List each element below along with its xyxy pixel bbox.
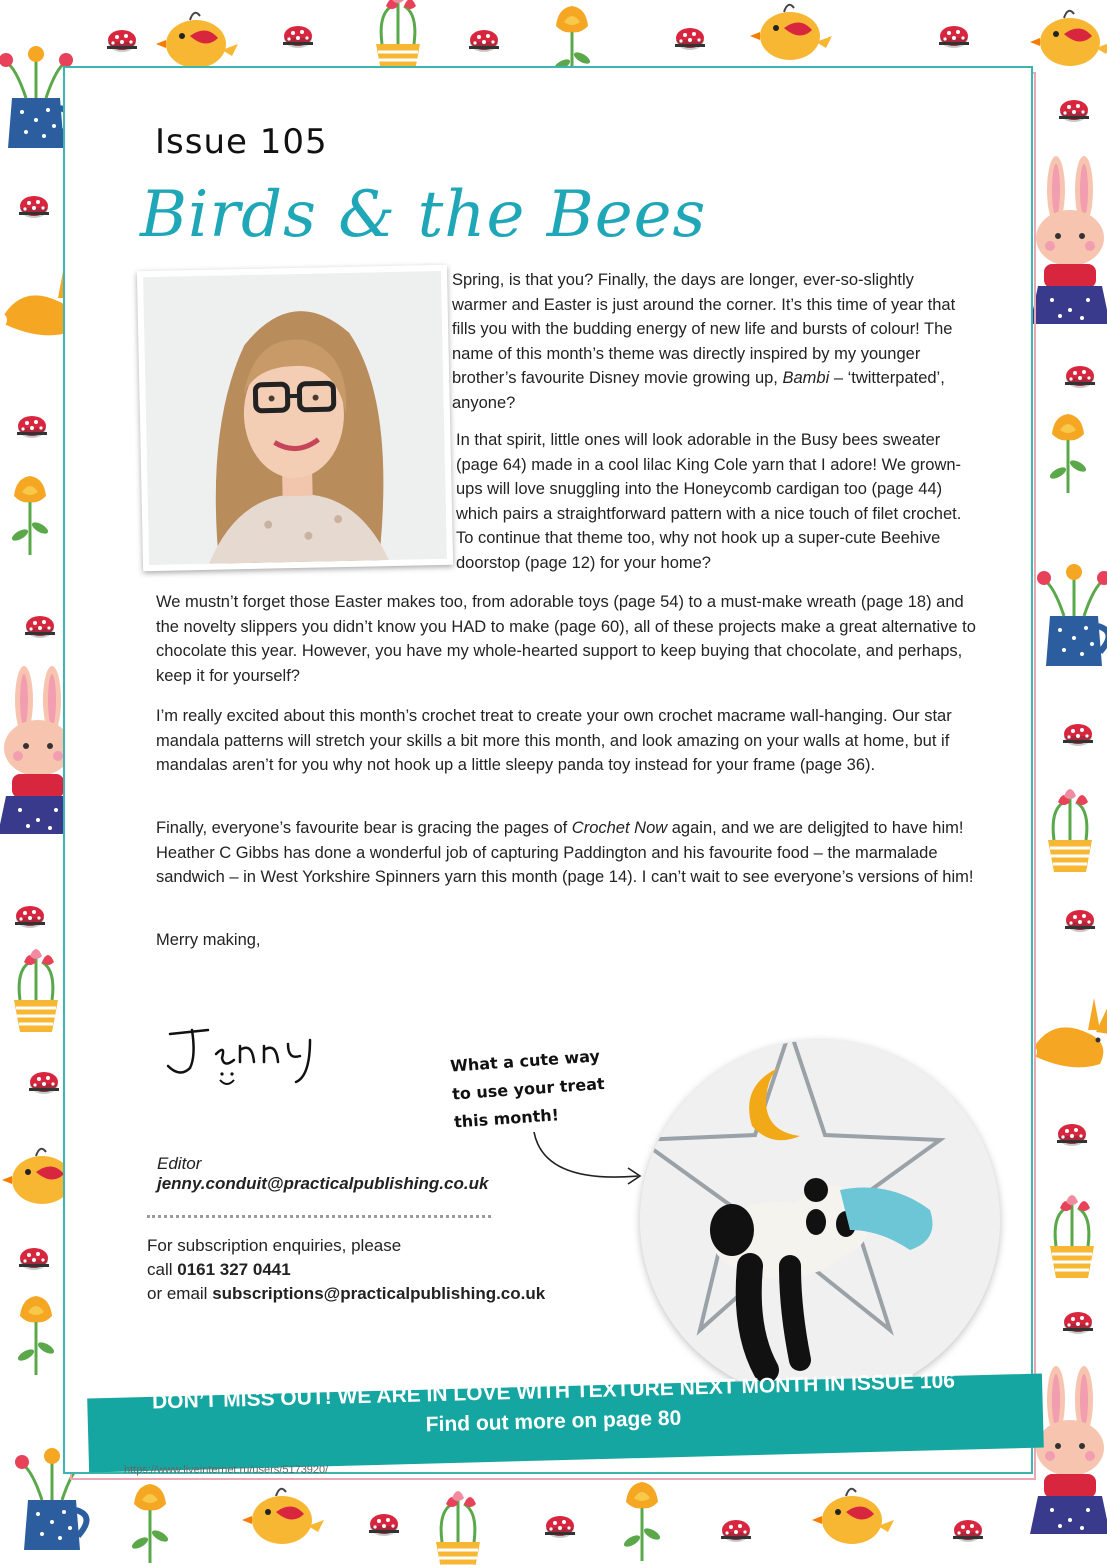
subscription-phone[interactable]: 0161 327 0441: [177, 1260, 291, 1279]
subscription-email-link[interactable]: subscriptions@practicalpublishing.co.uk: [212, 1284, 546, 1303]
intro-text-end: – ‘twitterpated’, anyone?: [452, 369, 945, 412]
subscription-line-3: [147, 1284, 545, 1304]
promo-banner-headline: DON’T MISS OUT! WE ARE IN LOVE WITH TEXTURE NEXT MONTH IN ISSUE 106: [151, 1369, 956, 1414]
panda-star-image: [640, 1040, 1000, 1400]
paragraph-5: [156, 816, 976, 890]
watermark-url: https://www.liveinternet.ru/users/5173920/: [124, 1464, 329, 1476]
subscription-call-prefix: call: [147, 1260, 178, 1279]
paragraph-5-text: Finally, everyone’s favourite bear is gracing the pages of: [156, 819, 572, 837]
subscription-email-prefix: or email: [147, 1284, 213, 1303]
handwritten-signature: [160, 1016, 330, 1096]
page-title: Birds & the Bees: [140, 178, 707, 252]
callout-line-3: this month!: [453, 1105, 560, 1132]
subscription-line-2: [147, 1260, 291, 1280]
callout-line-1: What a cute way: [449, 1046, 601, 1076]
paragraph-2: In that spirit, little ones will look adorable in the Busy bees sweater (page 64) made in a cool lilac King Cole yarn that I adore! We grown-ups will love snuggling into the Honeycomb cardigan too (page 44) which pairs a straightforward pattern with a nice touch of filet crochet. To continue that theme too, why not hook up a super-cute Beehive doorstop (page 12) for your home?: [456, 431, 962, 572]
callout-line-2: to use your treat: [451, 1074, 606, 1104]
issue-label: Issue 105: [155, 122, 328, 162]
paragraph-5-text-end: again, and we are deligjted to have him! Heather C Gibbs has done a wonderful job of capturing Paddington and his favourite food – the marmalade sandwich – in West Yorkshire Spinners yarn this month (page 14). I can’t wait to see everyone’s versions of him!: [156, 819, 974, 886]
callout-arrow-icon: [520, 1128, 650, 1198]
editor-role: Editor: [157, 1154, 202, 1173]
editor-photo: [137, 265, 453, 571]
magazine-title-italic: Crochet Now: [571, 819, 668, 837]
subscription-line-1: For subscription enquiries, please: [147, 1236, 402, 1255]
paragraph-4: I’m really excited about this month’s crochet treat to create your own crochet macrame wall-hanging. Our star mandala patterns will stretch your skills a bit more this month, and look amazing on your walls at home, but if mandalas aren’t for you why not hook up a little sleepy panda toy instead for your frame (page 36).: [156, 707, 952, 774]
intro-text: Spring, is that you? Finally, the days are longer, ever-so-slightly warmer and Easter is just around the corner. It’s this time of year that fills you with the budding energy of new life and bursts of colour! The name of this month’s theme was directly inspired by my younger brother’s favourite Disney movie growing up,: [452, 271, 956, 387]
paragraph-3: We mustn’t forget those Easter makes too, from adorable toys (page 54) to a must-make wreath (page 18) and the novelty slippers you didn’t know you HAD to make (page 60), all of these projects make a great alternative to chocolate this year. However, you have my whole-hearted support to keep buying that chocolate, and perhaps, keep it for yourself?: [156, 593, 976, 685]
promo-banner-subline: Find out more on page 80: [425, 1406, 682, 1437]
divider: [147, 1215, 491, 1218]
panda-wall-hanging-photo: [640, 1040, 1000, 1400]
intro-italic-title: Bambi: [782, 369, 830, 387]
intro-paragraph: [452, 268, 972, 415]
editor-portrait-image: [143, 271, 447, 565]
photo-callout: [449, 1039, 644, 1136]
sign-off: Merry making,: [156, 931, 261, 949]
editor-email-link[interactable]: jenny.conduit@practicalpublishing.co.uk: [157, 1174, 489, 1193]
